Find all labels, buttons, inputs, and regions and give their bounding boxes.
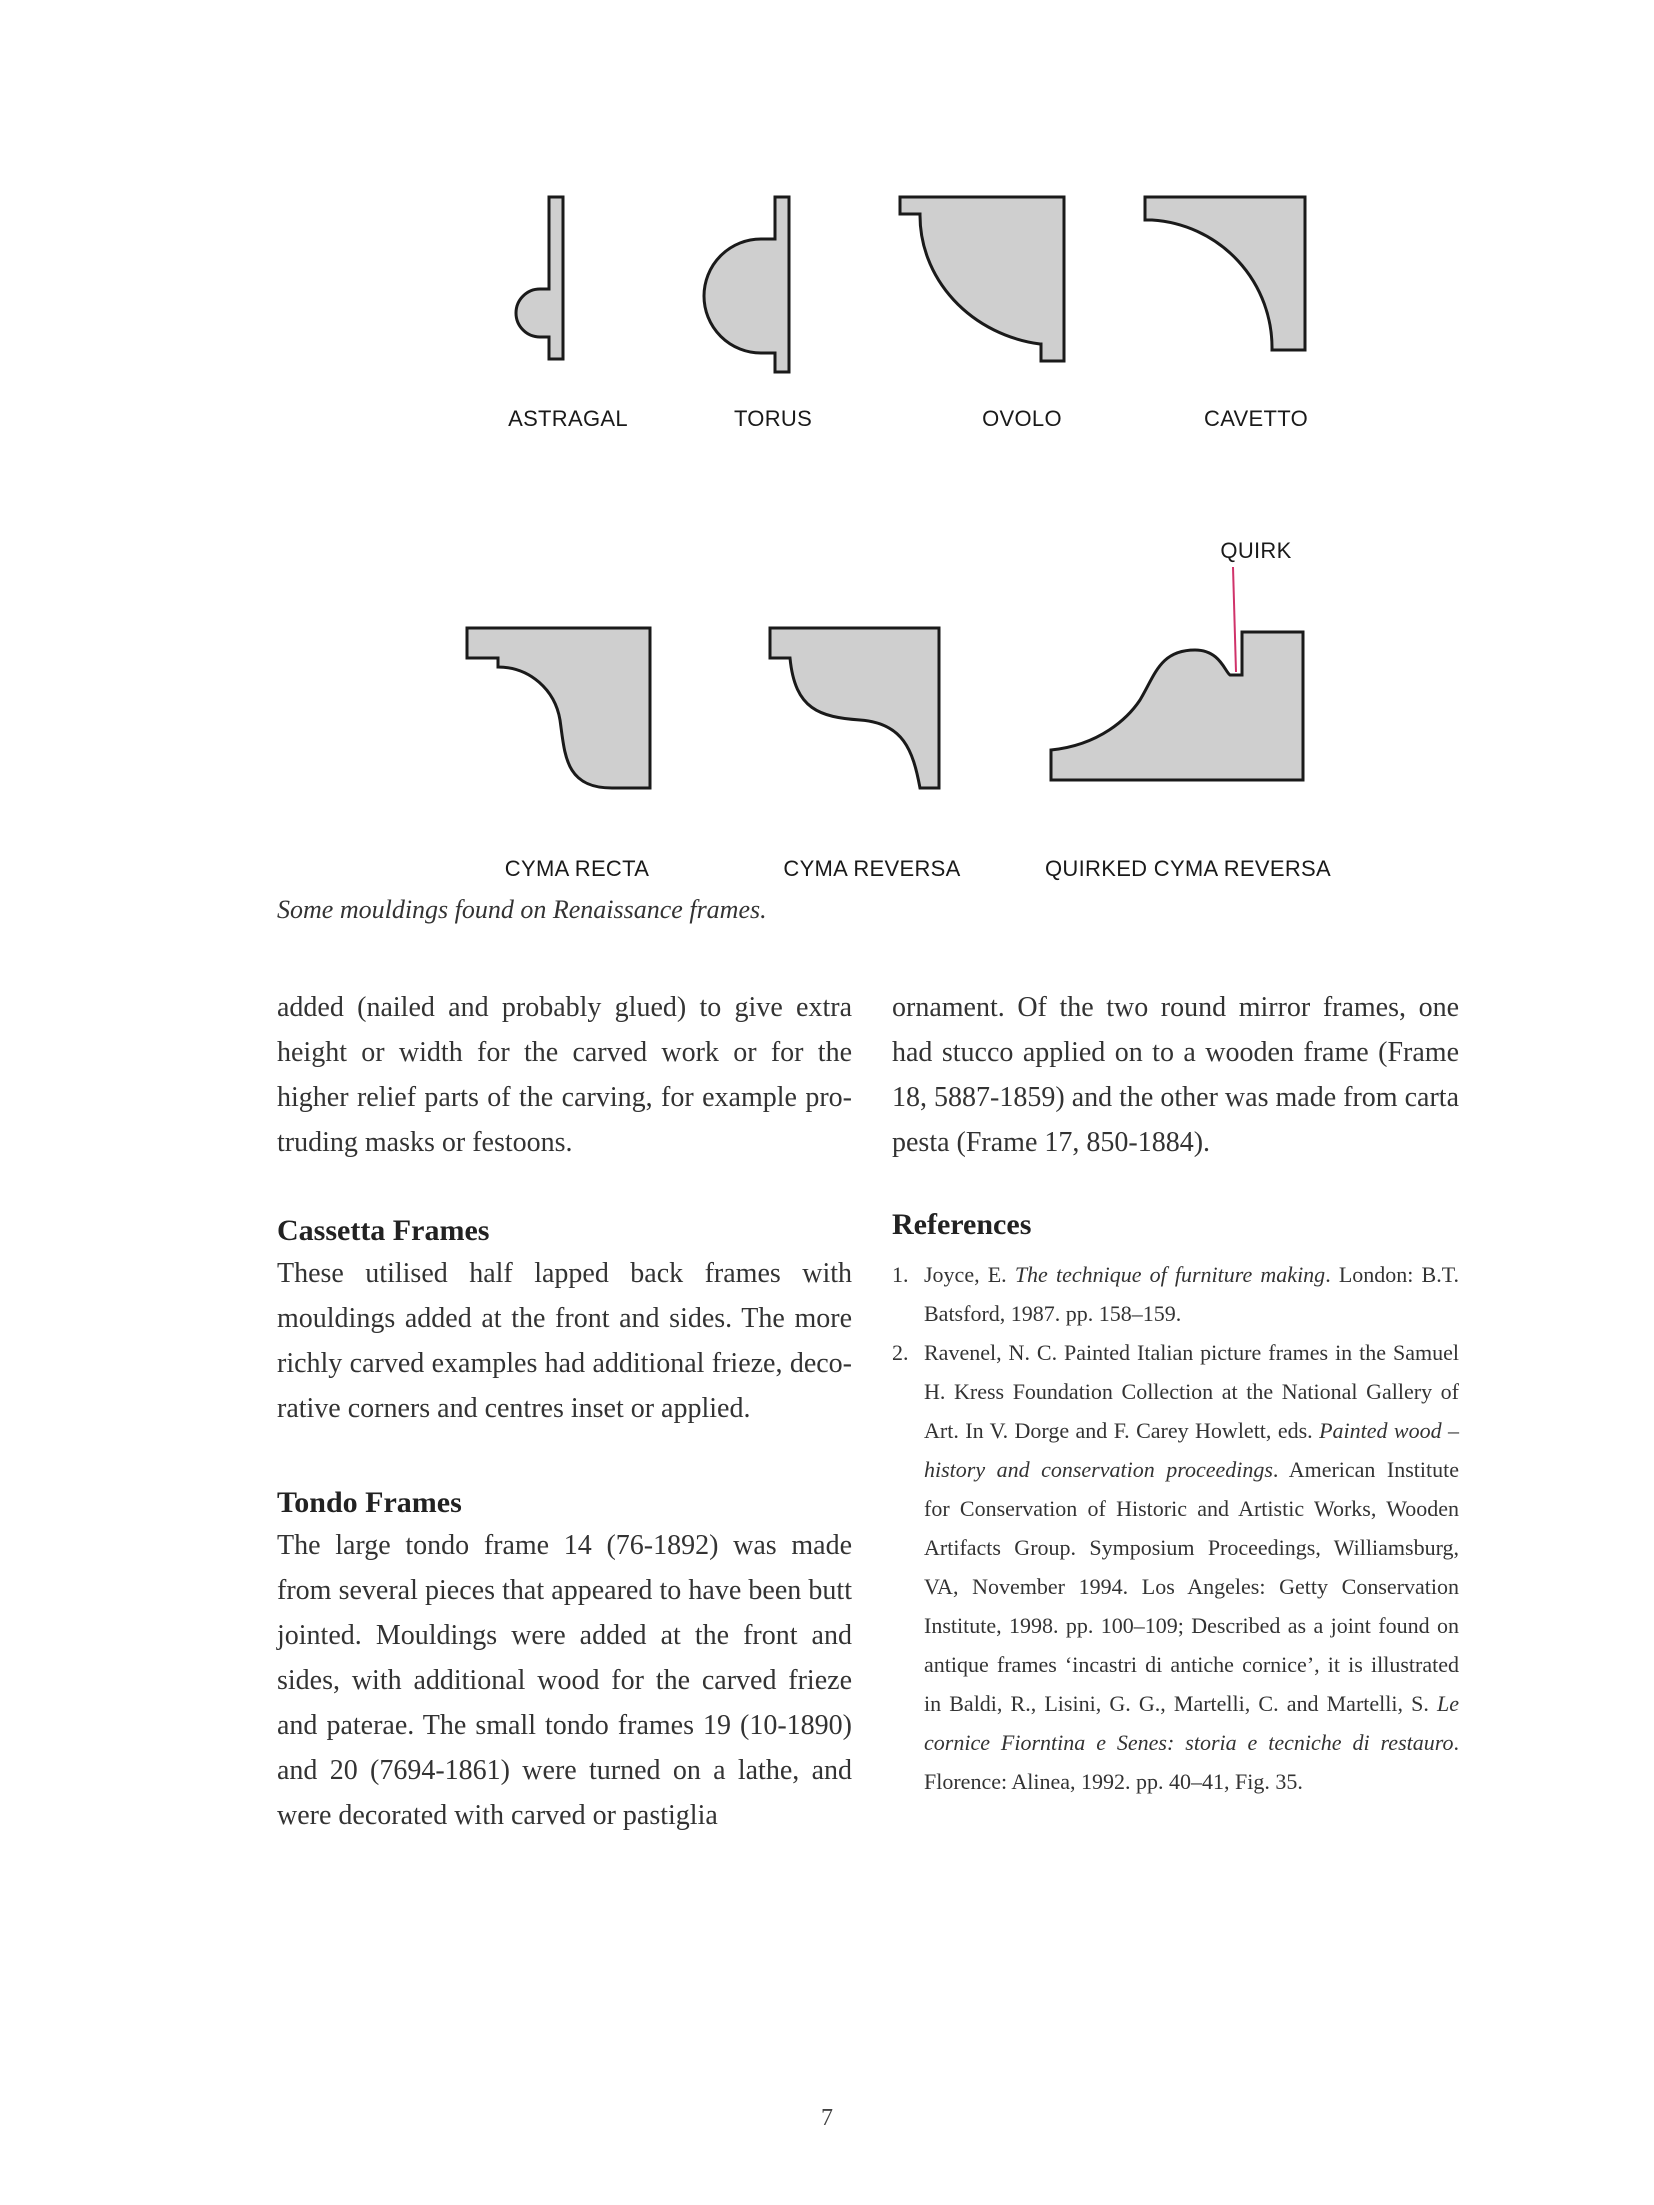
- reference-item-2: [892, 1333, 1459, 1801]
- label-astragal: ASTRAGAL: [508, 406, 628, 431]
- quirk-pointer-line: [1233, 567, 1236, 672]
- mouldings-figure: [0, 0, 1654, 900]
- label-cavetto: CAVETTO: [1204, 406, 1308, 431]
- mouldings-diagram: [0, 0, 1654, 900]
- torus-profile: [704, 197, 789, 372]
- cyma-recta-profile: [467, 628, 650, 788]
- reference-number: 1.: [892, 1262, 909, 1287]
- cavetto-profile: [1145, 197, 1305, 350]
- label-quirked-cyma-reversa: QUIRKED CYMA REVERSA: [1045, 856, 1331, 881]
- reference-text: . London: B.T. Batsford, 1987. pp. 158–159.: [924, 1262, 1459, 1326]
- heading-cassetta-frames: Cassetta Frames: [277, 1214, 490, 1247]
- label-ovolo: OVOLO: [982, 406, 1062, 431]
- reference-item-1: [892, 1255, 1459, 1333]
- reference-title: Painted wood – history and conservation proceedings: [924, 1418, 1460, 1482]
- reference-text: . American Institute for Conservation of Historic and Artistic Works, Wooden Artifacts Group. Symposium Proceedings, Williamsburg, VA, November 1994. Los Angeles: Getty Conservation Institute, 1998. pp. 100–109; Described as a joint found on antique frames ‘incastri di antiche cornice’, it is illustrated in Baldi, R., Lisini, G. G., Martelli, C. and Martelli, S.: [924, 1457, 1460, 1716]
- heading-tondo-frames: Tondo Frames: [277, 1486, 462, 1519]
- quirked-cyma-reversa-profile: [1051, 632, 1303, 780]
- reference-number: 2.: [892, 1340, 909, 1365]
- tondo-paragraph: The large tondo frame 14 (76-1892) was made from several pieces that appeared to have been butt jointed. Mouldings were added at the front and sides, with additional wood for the carved frieze and paterae. The small tondo frames 19 (10-1890) and 20 (7694-1861) were turned on a lathe, and were decorated with carved or pastiglia: [277, 1530, 852, 1831]
- label-torus: TORUS: [733, 406, 813, 431]
- page-number: 7: [821, 2105, 833, 2131]
- cassetta-paragraph: These utilised half lapped back frames with mouldings added at the front and sides. The more richly carved examples had additional frieze, decorative corners and centres inset or applied.: [277, 1258, 852, 1424]
- intro-paragraph-right: ornament. Of the two round mirror frames, one had stucco applied on to a wooden frame (Frame 18, 5887-1859) and the other was made from carta pesta (Frame 17, 850-1884).: [892, 992, 1459, 1158]
- label-cyma-reversa: CYMA REVERSA: [783, 856, 961, 881]
- heading-references: References: [892, 1208, 1032, 1241]
- label-cyma-recta: CYMA RECTA: [504, 856, 650, 881]
- reference-text: Joyce, E.: [924, 1262, 1015, 1287]
- reference-title: Le cornice Fiorntina e Senes: storia e tecniche di restauro: [924, 1691, 1459, 1755]
- reference-title: The technique of furniture making: [1014, 1262, 1326, 1287]
- astragal-profile: [516, 197, 563, 359]
- ovolo-profile: [900, 197, 1064, 361]
- reference-text: . Florence: Alinea, 1992. pp. 40–41, Fig. 35.: [924, 1730, 1459, 1794]
- right-column: [892, 985, 1459, 1801]
- figure-caption: Some mouldings found on Renaissance frames.: [277, 895, 767, 924]
- label-quirk: QUIRK: [1220, 538, 1292, 563]
- intro-paragraph-left: added (nailed and probably glued) to give extra height or width for the carved work or for the higher relief parts of the carving, for example protruding masks or festoons.: [277, 992, 852, 1158]
- cyma-reversa-profile: [770, 628, 939, 788]
- reference-text: Ravenel, N. C. Painted Italian picture frames in the Samuel H. Kress Foundation Collection at the National Gallery of Art. In V. Dorge and F. Carey Howlett, eds.: [924, 1340, 1459, 1443]
- references-list: [892, 1255, 1459, 1801]
- left-column: [277, 985, 852, 1838]
